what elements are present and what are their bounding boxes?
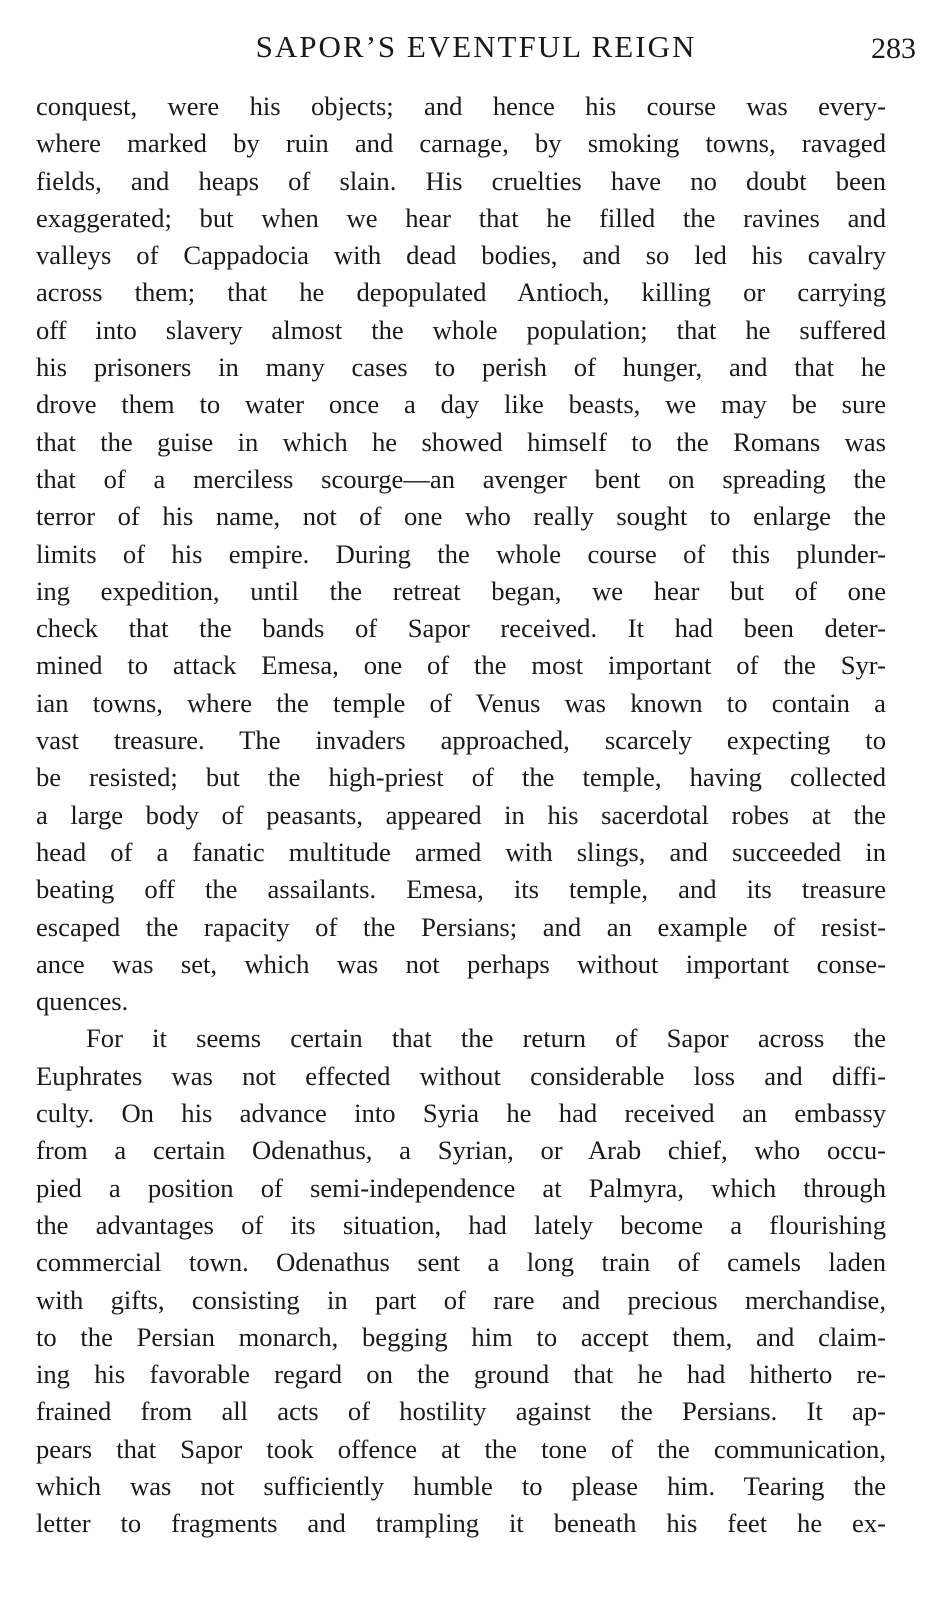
text-line: that of a merciless scourge—an avenger bent on spreading the: [36, 463, 886, 494]
page-number: 283: [871, 32, 916, 65]
text-line: fields, and heaps of slain. His cruelties have no doubt been: [36, 165, 886, 196]
text-line: his prisoners in many cases to perish of hunger, and that he: [36, 352, 886, 383]
text-line: be resisted; but the high-priest of the temple, having collected: [36, 762, 886, 793]
text-line: vast treasure. The invaders approached, scarcely expecting to: [36, 725, 886, 756]
running-title: SAPOR’S EVENTFUL REIGN: [255, 29, 697, 64]
text-line: the advantages of its situation, had lately become a flourishing: [36, 1209, 886, 1240]
text-line: that the guise in which he showed himself to the Romans was: [36, 426, 886, 457]
text-line: conquest, were his objects; and hence his course was every-: [36, 91, 886, 121]
text-line: ian towns, where the temple of Venus was known to contain a: [36, 687, 886, 718]
text-line: beating off the assailants. Emesa, its temple, and its treasure: [36, 874, 886, 905]
text-line: drove them to water once a day like beasts, we may be sure: [36, 389, 886, 420]
text-line: off into slavery almost the whole population; that he suffered: [36, 314, 886, 345]
text-line: pears that Sapor took offence at the tone of the communication,: [36, 1433, 886, 1464]
text-line: pied a position of semi-independence at Palmyra, which through: [36, 1172, 886, 1203]
text-line: mined to attack Emesa, one of the most important of the Syr-: [36, 650, 886, 681]
text-line: ing his favorable regard on the ground that he had hitherto re-: [36, 1359, 886, 1390]
text-line: a large body of peasants, appeared in his sacerdotal robes at the: [36, 799, 886, 830]
paragraph-2: [36, 1020, 886, 1542]
text-line: exaggerated; but when we hear that he filled the ravines and: [36, 202, 886, 233]
text-line: escaped the rapacity of the Persians; and an example of resist-: [36, 911, 886, 942]
text-line: limits of his empire. During the whole course of this plunder-: [36, 538, 886, 569]
text-line: quences.: [36, 986, 129, 1017]
text-line: from a certain Odenathus, a Syrian, or Arab chief, who occu-: [36, 1135, 886, 1166]
text-line: where marked by ruin and carnage, by smoking towns, ravaged: [36, 128, 886, 159]
text-line: ance was set, which was not perhaps without important conse-: [36, 948, 886, 979]
text-line: Euphrates was not effected without considerable loss and diffi-: [36, 1060, 886, 1091]
text-line: ing expedition, until the retreat began, we hear but of one: [36, 575, 886, 606]
body-text: [36, 88, 886, 1543]
text-line: across them; that he depopulated Antioch, killing or carrying: [36, 277, 886, 308]
text-line: frained from all acts of hostility against the Persians. It ap-: [36, 1396, 886, 1427]
text-line: culty. On his advance into Syria he had received an embassy: [36, 1098, 886, 1129]
running-header: [36, 24, 916, 74]
text-line: commercial town. Odenathus sent a long train of camels laden: [36, 1247, 886, 1278]
text-line: which was not sufficiently humble to please him. Tearing the: [36, 1470, 886, 1501]
paragraph-1: [36, 88, 886, 1020]
text-line: For it seems certain that the return of Sapor across the: [86, 1023, 886, 1054]
text-line: to the Persian monarch, begging him to accept them, and claim-: [36, 1321, 886, 1352]
text-line: with gifts, consisting in part of rare and precious merchandise,: [36, 1284, 886, 1315]
text-line: head of a fanatic multitude armed with slings, and succeeded in: [36, 836, 886, 867]
text-line: valleys of Cappadocia with dead bodies, and so led his cavalry: [36, 240, 886, 271]
text-line: letter to fragments and trampling it beneath his feet he ex-: [36, 1508, 886, 1539]
text-line: check that the bands of Sapor received. It had been deter-: [36, 613, 886, 644]
text-line: terror of his name, not of one who really sought to enlarge the: [36, 501, 886, 532]
